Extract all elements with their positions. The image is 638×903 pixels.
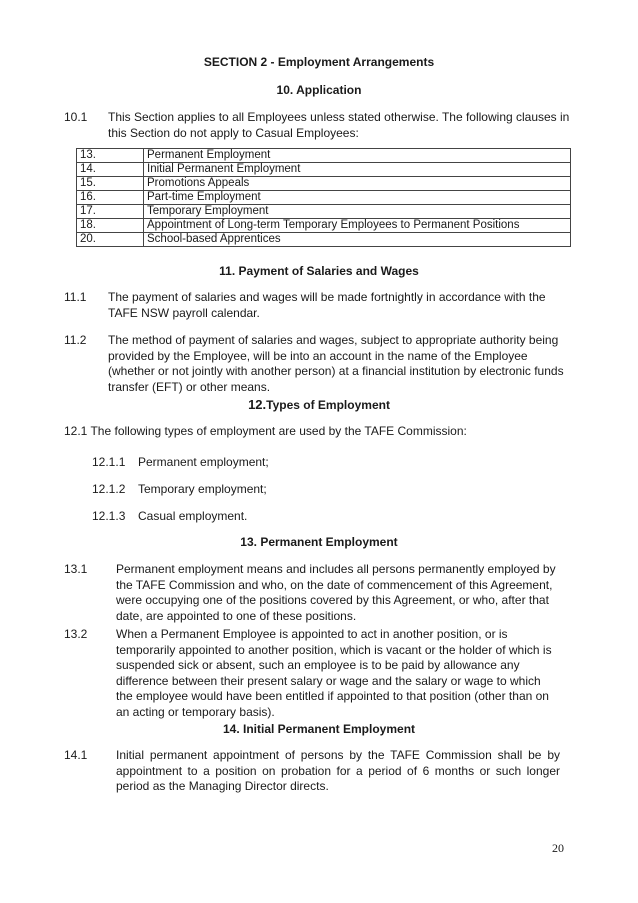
page-number: 20 xyxy=(552,841,564,855)
clause-number-cell: 17. xyxy=(77,205,144,219)
clause-text: Permanent employment means and includes all persons permanently employed by the TAFE Commission and who, on the date of commencement of this Agreement, were occupying one of the positions covered by this Agreement, or who, after that date, are appointed to one of these positions. xyxy=(116,562,556,623)
clause-number: 13.2 xyxy=(64,627,88,641)
paragraph-10-1 xyxy=(64,110,576,141)
clause-text: Initial permanent appointment of persons by the TAFE Commission shall be by appointment to a position on probation for a period of 6 months or such longer period as the Managing Director directs. xyxy=(116,748,560,793)
clause-title-cell: Part-time Employment xyxy=(144,191,571,205)
heading-number: 12. xyxy=(248,397,267,412)
paragraph-13-2 xyxy=(64,627,560,720)
clause-number: 14.1 xyxy=(64,748,88,762)
clause-number: 11.2 xyxy=(64,333,87,347)
clause-text: When a Permanent Employee is appointed to act in another position, or is temporarily appointed to another position, which is vacant or the holder of which is suspended sick or absent, such an employee is to be paid by allowance any difference between their present salary or wage and the salary or wage to which the employee would have been entitled if appointed to that position (other than on an acting or temporary basis). xyxy=(116,627,552,719)
heading-application: 10. Application xyxy=(276,83,362,97)
clause-number-cell: 13. xyxy=(77,149,144,163)
clause-text: The method of payment of salaries and wages, subject to appropriate authority being provided by the Employee, will be into an account in the name of the Employee (whether or not jointly with another person) at a financial institution by electronic funds transfer (EFT) or other means. xyxy=(108,333,564,394)
paragraph-11-2 xyxy=(64,333,576,395)
list-item xyxy=(92,509,247,524)
item-text: Permanent employment; xyxy=(138,455,269,469)
clause-number-cell: 20. xyxy=(77,233,144,247)
clause-title-cell: Promotions Appeals xyxy=(144,177,571,191)
paragraph-11-1 xyxy=(64,290,576,321)
clause-number: 11.1 xyxy=(64,290,87,304)
clause-text: This Section applies to all Employees unless stated otherwise. The following clauses in this Section do not apply to Casual Employees: xyxy=(108,110,570,140)
clause-title-cell: Initial Permanent Employment xyxy=(144,163,571,177)
table-row xyxy=(77,149,571,163)
clause-number: 13.1 xyxy=(64,562,88,576)
table-row xyxy=(77,177,571,191)
heading-initial-permanent: 14. Initial Permanent Employment xyxy=(222,722,416,736)
paragraph-14-1 xyxy=(64,748,560,795)
list-item xyxy=(92,482,267,497)
clause-title-cell: Permanent Employment xyxy=(144,149,571,163)
excluded-clauses-table xyxy=(76,148,571,247)
item-text: Casual employment. xyxy=(138,509,248,523)
heading-types xyxy=(0,398,638,412)
table-row xyxy=(77,219,571,233)
item-number: 12.1.2 xyxy=(92,482,126,496)
clause-number-cell: 15. xyxy=(77,177,144,191)
clause-title-cell: School-based Apprentices xyxy=(144,233,571,247)
paragraph-13-1 xyxy=(64,562,560,624)
table-row xyxy=(77,205,571,219)
paragraph-12-1: 12.1 The following types of employment are used by the TAFE Commission: xyxy=(64,424,467,438)
table-row xyxy=(77,191,571,205)
clause-text: The payment of salaries and wages will be made fortnightly in accordance with the TAFE NSW payroll calendar. xyxy=(108,290,546,320)
item-text: Temporary employment; xyxy=(138,482,267,496)
clause-title-cell: Temporary Employment xyxy=(144,205,571,219)
clause-title-cell: Appointment of Long-term Temporary Employees to Permanent Positions xyxy=(144,219,571,233)
clause-number-cell: 14. xyxy=(77,163,144,177)
heading-permanent: 13. Permanent Employment xyxy=(240,535,398,549)
table-row xyxy=(77,163,571,177)
list-item xyxy=(92,455,269,470)
item-number: 12.1.3 xyxy=(92,509,126,523)
heading-payment: 11. Payment of Salaries and Wages xyxy=(219,264,419,278)
heading-text: Types of Employment xyxy=(266,398,390,412)
section-title: SECTION 2 - Employment Arrangements xyxy=(203,55,435,69)
table-row xyxy=(77,233,571,247)
clause-number-cell: 16. xyxy=(77,191,144,205)
item-number: 12.1.1 xyxy=(92,455,126,469)
clause-number-cell: 18. xyxy=(77,219,144,233)
clause-number: 10.1 xyxy=(64,110,88,124)
